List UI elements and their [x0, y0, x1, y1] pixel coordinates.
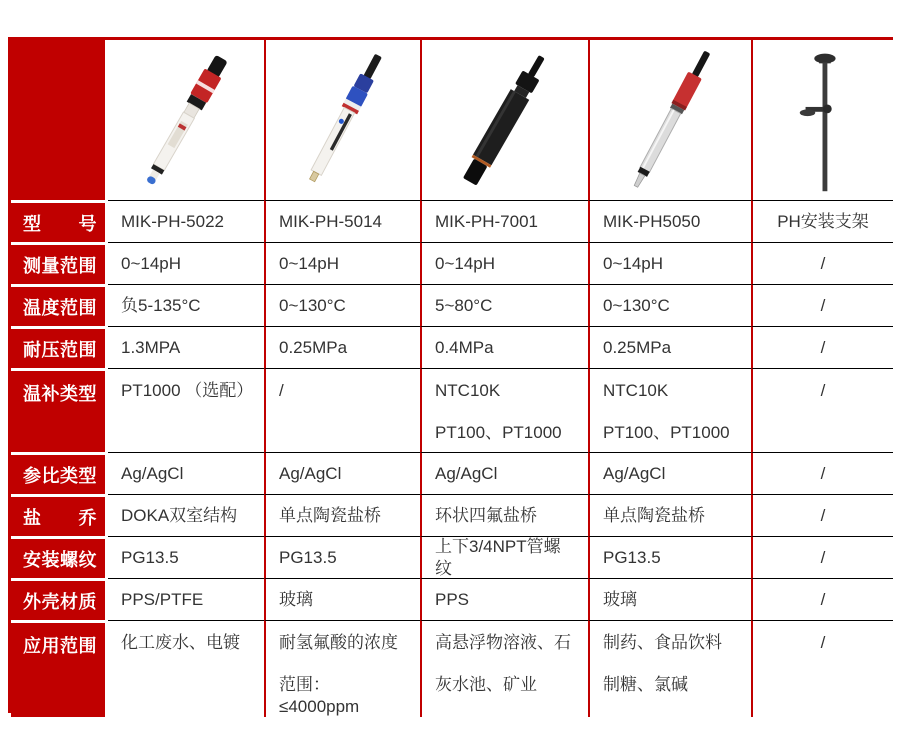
product-image-cell	[751, 40, 893, 200]
housing-cell: /	[751, 578, 893, 620]
measure-range-cell: 0~14pH	[588, 242, 751, 284]
temp-range-cell: 0~130°C	[588, 284, 751, 326]
pressure-range-cell: 1.3MPA	[108, 326, 264, 368]
temp-range-cell: 5~80°C	[420, 284, 588, 326]
application-cell: 高悬浮物溶液、石 灰水池、矿业	[420, 620, 588, 717]
reference-cell: Ag/AgCl	[420, 452, 588, 494]
reference-cell: Ag/AgCl	[108, 452, 264, 494]
table-corner-cell	[11, 40, 108, 200]
thread-cell: PG13.5	[108, 536, 264, 578]
salt-bridge-cell: 环状四氟盐桥	[420, 494, 588, 536]
reference-cell: Ag/AgCl	[588, 452, 751, 494]
measure-range-cell: 0~14pH	[264, 242, 420, 284]
product-image-cell	[588, 40, 751, 200]
model-cell: MIK-PH-7001	[420, 200, 588, 242]
application-cell: /	[751, 620, 893, 717]
temp-comp-cell: /	[264, 368, 420, 452]
thread-cell: 上下3/4NPT管螺纹	[420, 536, 588, 578]
model-cell: PH安装支架	[751, 200, 893, 242]
product-image-cell	[264, 40, 420, 200]
reference-cell: Ag/AgCl	[264, 452, 420, 494]
temp-comp-cell: PT1000 （选配）	[108, 368, 264, 452]
thread-cell: /	[751, 536, 893, 578]
salt-bridge-cell: /	[751, 494, 893, 536]
product-image-cell	[108, 40, 264, 200]
row-label-model: 型 号	[11, 200, 108, 242]
mik-ph-5014-probe-photo	[268, 43, 418, 198]
temp-range-cell: 0~130°C	[264, 284, 420, 326]
measure-range-cell: 0~14pH	[108, 242, 264, 284]
temp-comp-cell: NTC10K PT100、PT1000	[588, 368, 751, 452]
mik-ph-5022-probe-photo	[111, 43, 261, 198]
temp-comp-cell: /	[751, 368, 893, 452]
row-label-temp-comp: 温补类型	[11, 368, 108, 452]
row-label-application: 应用范围	[11, 620, 108, 717]
spec-table	[8, 37, 893, 716]
pressure-range-cell: 0.4MPa	[420, 326, 588, 368]
pressure-range-cell: 0.25MPa	[588, 326, 751, 368]
pressure-range-cell: /	[751, 326, 893, 368]
housing-cell: PPS	[420, 578, 588, 620]
application-cell: 制药、食品饮料 制糖、氯碱	[588, 620, 751, 717]
housing-cell: 玻璃	[588, 578, 751, 620]
thread-cell: PG13.5	[588, 536, 751, 578]
measure-range-cell: 0~14pH	[420, 242, 588, 284]
application-cell: 化工废水、电镀	[108, 620, 264, 717]
row-label-housing: 外壳材质	[11, 578, 108, 620]
salt-bridge-cell: DOKA双室结构	[108, 494, 264, 536]
ph-mounting-bracket-photo	[753, 43, 893, 198]
row-label-reference: 参比类型	[11, 452, 108, 494]
row-label-thread: 安装螺纹	[11, 536, 108, 578]
mik-ph5050-probe-photo	[593, 43, 748, 198]
model-cell: MIK-PH-5014	[264, 200, 420, 242]
row-label-measure-range: 测量范围	[11, 242, 108, 284]
pressure-range-cell: 0.25MPa	[264, 326, 420, 368]
row-label-salt-bridge: 盐 乔	[11, 494, 108, 536]
housing-cell: 玻璃	[264, 578, 420, 620]
salt-bridge-cell: 单点陶瓷盐桥	[264, 494, 420, 536]
reference-cell: /	[751, 452, 893, 494]
row-label-temp-range: 温度范围	[11, 284, 108, 326]
model-cell: MIK-PH-5022	[108, 200, 264, 242]
application-cell: 耐氢氟酸的浓度 范围：≤4000ppm	[264, 620, 420, 717]
row-label-pressure-range: 耐压范围	[11, 326, 108, 368]
product-image-cell	[420, 40, 588, 200]
housing-cell: PPS/PTFE	[108, 578, 264, 620]
mik-ph-7001-probe-photo	[425, 43, 585, 198]
measure-range-cell: /	[751, 242, 893, 284]
thread-cell: PG13.5	[264, 536, 420, 578]
temp-comp-cell: NTC10K PT100、PT1000	[420, 368, 588, 452]
model-cell: MIK-PH5050	[588, 200, 751, 242]
temp-range-cell: /	[751, 284, 893, 326]
temp-range-cell: 负5-135°C	[108, 284, 264, 326]
salt-bridge-cell: 单点陶瓷盐桥	[588, 494, 751, 536]
